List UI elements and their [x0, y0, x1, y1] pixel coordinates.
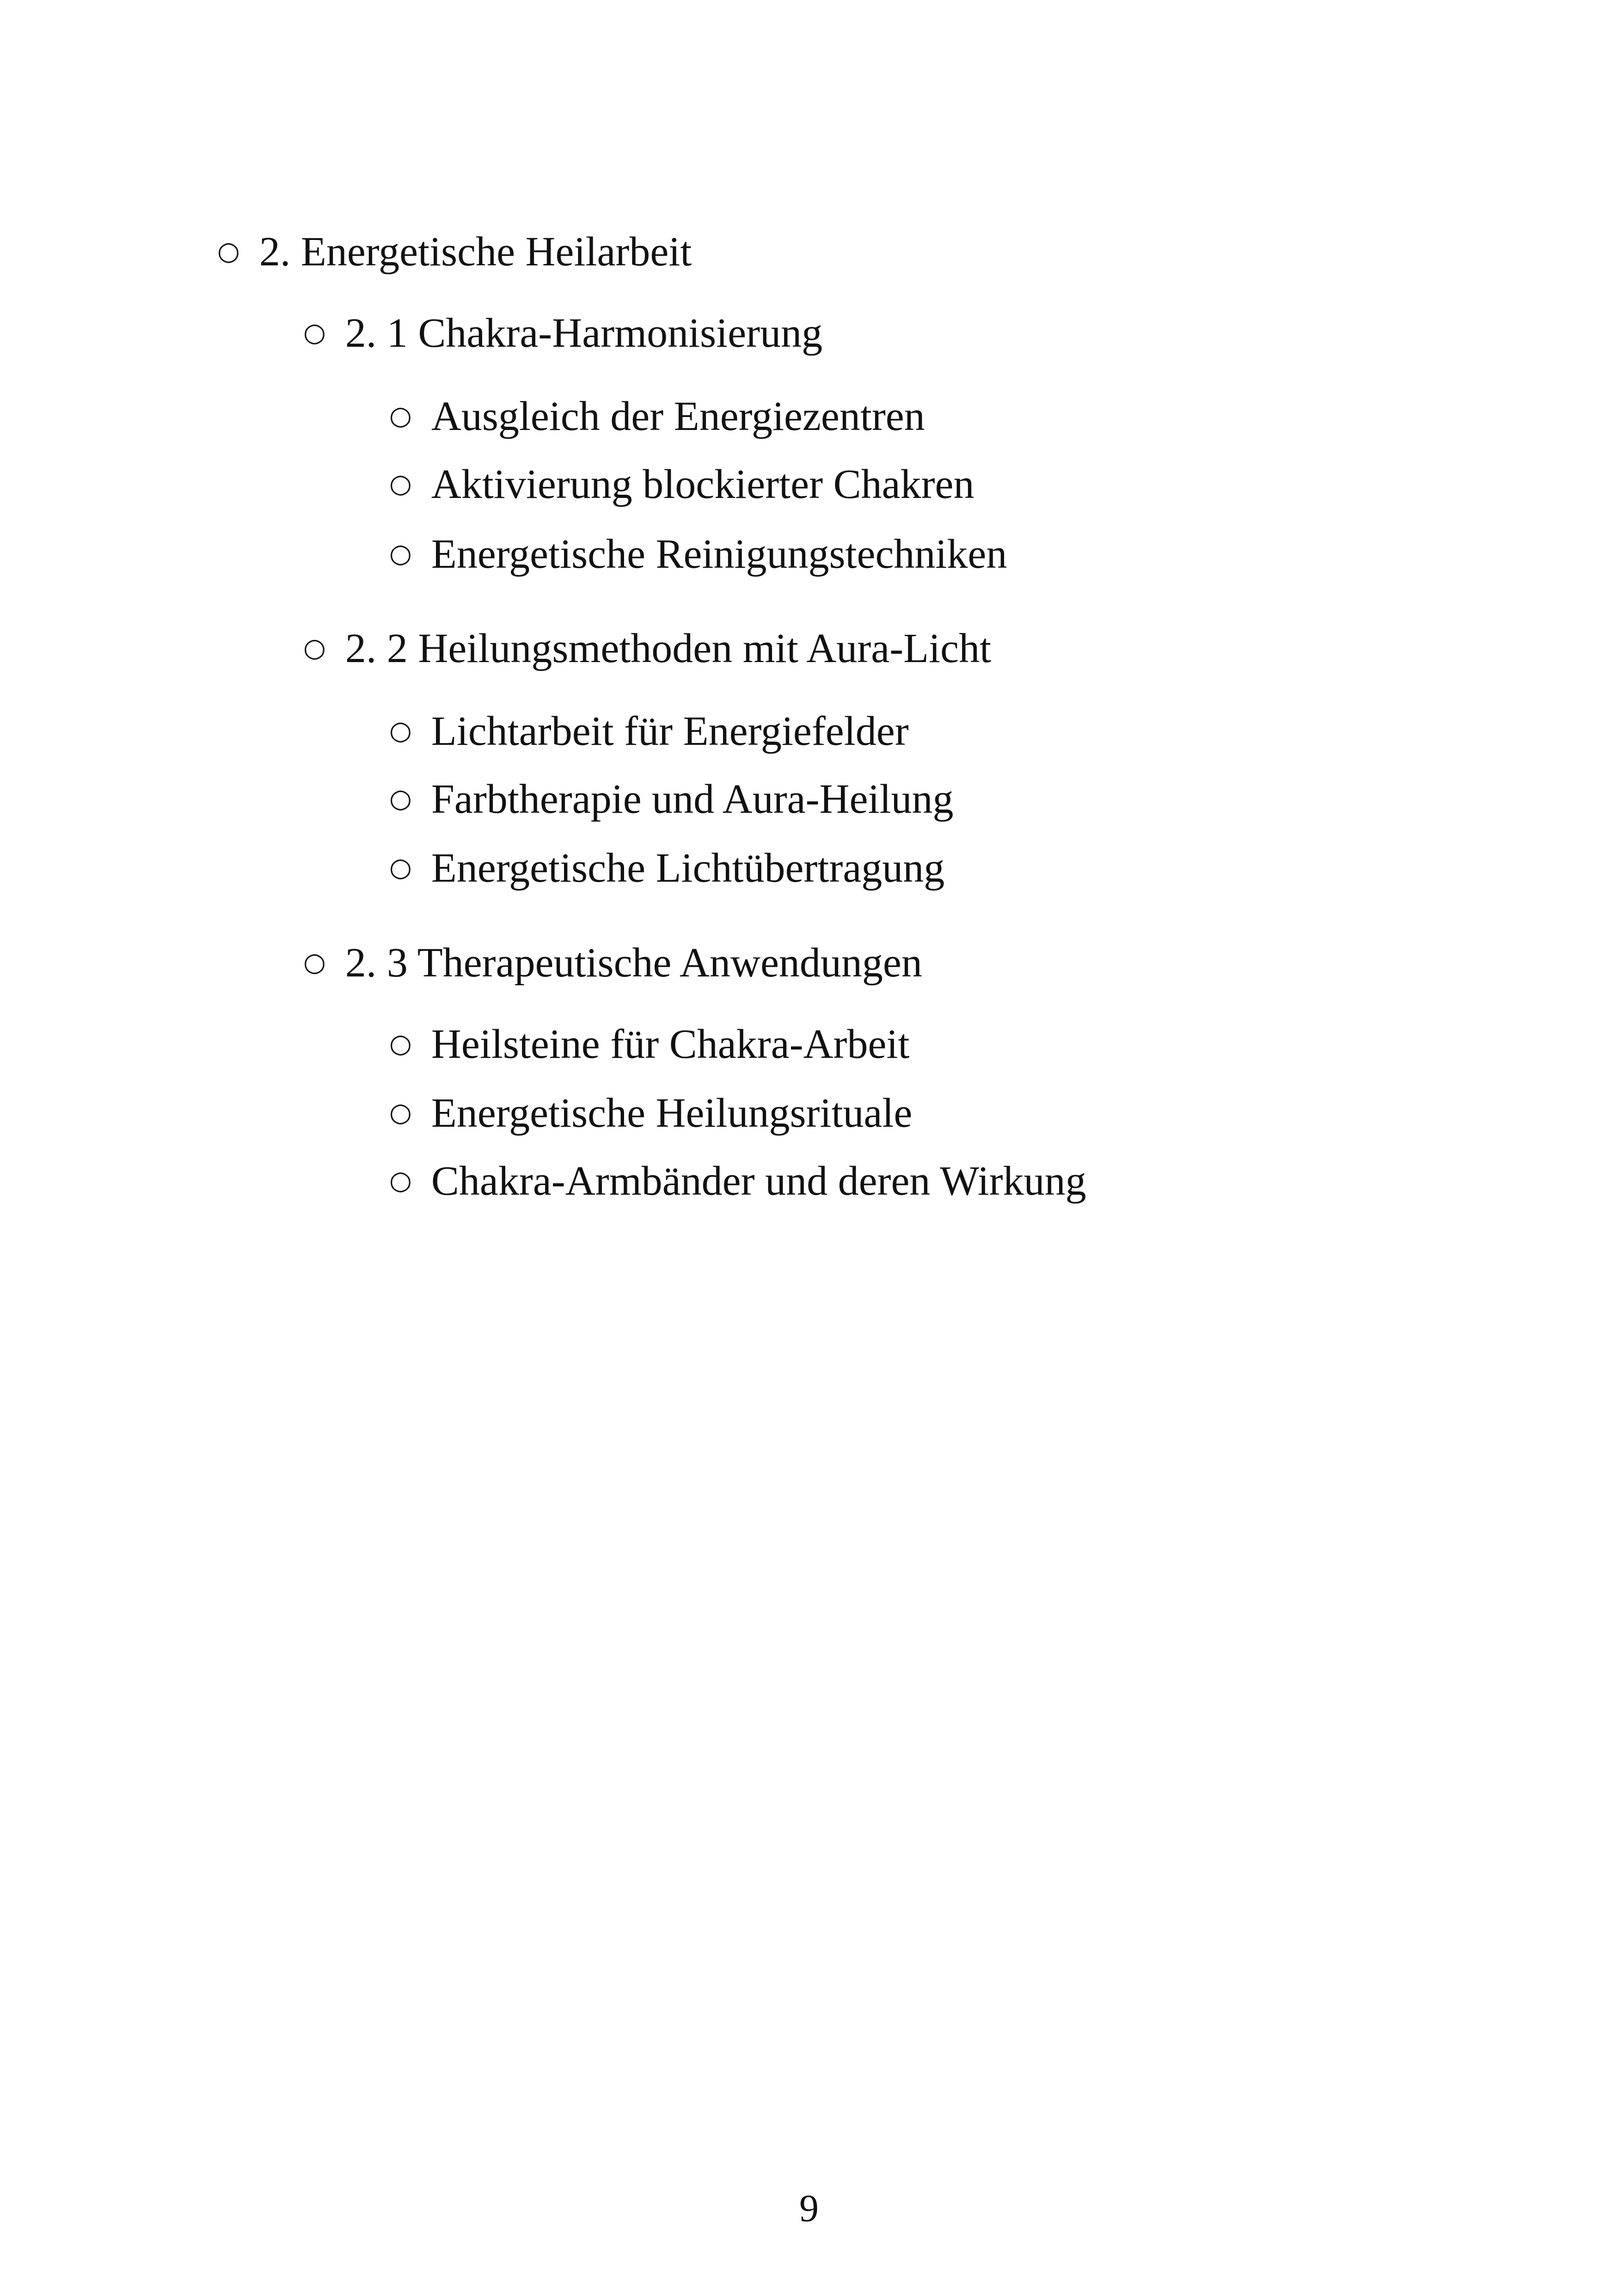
- list-item-text: Aktivierung blockierter Chakren: [431, 461, 974, 507]
- bullet-circle-icon: ○: [389, 716, 412, 746]
- bullet-circle-icon: ○: [389, 784, 412, 814]
- bullet-circle-icon: ○: [303, 318, 326, 348]
- bullet-circle-icon: ○: [303, 947, 326, 977]
- bullet-circle-icon: ○: [389, 853, 412, 883]
- list-item: [389, 708, 909, 754]
- subsection-title: [303, 942, 922, 984]
- list-item: [389, 776, 954, 822]
- list-item-text: Energetische Reinigungstechniken: [431, 531, 1007, 577]
- list-item: [389, 847, 944, 889]
- bullet-circle-icon: ○: [389, 1166, 412, 1196]
- section-title: 2. Energetische Heilarbeit: [259, 229, 692, 275]
- bullet-circle-icon: ○: [217, 236, 240, 266]
- bullet-circle-icon: ○: [389, 401, 412, 431]
- list-item-text: Energetische Lichtübertragung: [431, 845, 945, 891]
- bullet-circle-icon: ○: [389, 469, 412, 499]
- list-item: [389, 1160, 1086, 1202]
- page-number: 9: [799, 2187, 819, 2230]
- outline-section: [217, 231, 692, 273]
- subsection-label: 2. 2 Heilungsmethoden mit Aura-Licht: [345, 626, 992, 671]
- bullet-circle-icon: ○: [389, 1098, 412, 1128]
- list-item-text: Energetische Heilungsrituale: [431, 1090, 913, 1136]
- bullet-circle-icon: ○: [303, 633, 326, 663]
- list-item-text: Heilsteine für Chakra-Arbeit: [431, 1021, 910, 1067]
- subsection-title: [303, 628, 991, 669]
- list-item: [389, 1021, 910, 1067]
- subsection-label: 2. 1 Chakra-Harmonisierung: [345, 310, 823, 356]
- bullet-circle-icon: ○: [389, 1029, 412, 1059]
- list-item-text: Chakra-Armbänder und deren Wirkung: [431, 1158, 1086, 1204]
- list-item-text: Lichtarbeit für Energiefelder: [431, 708, 909, 754]
- list-item: [389, 393, 925, 439]
- list-item: [389, 1090, 913, 1136]
- subsection-title: [303, 310, 823, 356]
- list-item: [389, 461, 974, 507]
- list-item: [389, 531, 1007, 577]
- list-item-text: Ausgleich der Energiezentren: [431, 393, 925, 439]
- list-item-text: Farbtherapie und Aura-Heilung: [431, 776, 954, 822]
- subsection-label: 2. 3 Therapeutische Anwendungen: [345, 940, 922, 986]
- bullet-circle-icon: ○: [389, 539, 412, 569]
